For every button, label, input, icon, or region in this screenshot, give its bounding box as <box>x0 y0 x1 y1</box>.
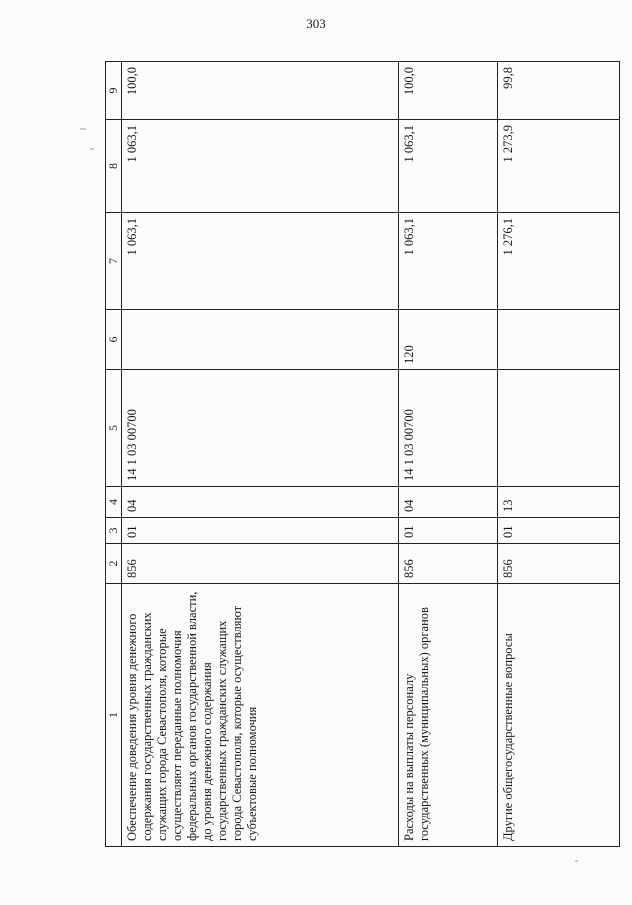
header-col-8: 8 <box>106 120 122 213</box>
cell-col-9: 99,8 <box>498 62 620 120</box>
scan-speck <box>575 860 578 862</box>
header-col-6: 6 <box>106 310 122 370</box>
cell-col-5 <box>498 370 620 487</box>
cell-col-2: 856 <box>122 544 399 584</box>
row-name: Другие общегосударственные вопросы <box>498 584 620 847</box>
header-col-1: 1 <box>106 584 122 847</box>
header-col-3: 3 <box>106 518 122 544</box>
cell-col-5: 14 1 03 00700 <box>399 370 498 487</box>
header-col-9: 9 <box>106 62 122 120</box>
cell-col-4: 04 <box>122 487 399 518</box>
cell-col-2: 856 <box>399 544 498 584</box>
header-col-7: 7 <box>106 213 122 310</box>
header-col-4: 4 <box>106 487 122 518</box>
table-row <box>399 62 498 847</box>
cell-col-3: 01 <box>399 518 498 544</box>
cell-col-6 <box>122 310 399 370</box>
cell-col-6 <box>498 310 620 370</box>
cell-col-8: 1 063,1 <box>399 120 498 213</box>
cell-col-7: 1 063,1 <box>122 213 399 310</box>
cell-col-4: 04 <box>399 487 498 518</box>
cell-col-5: 14 1 03 00700 <box>122 370 399 487</box>
cell-col-7: 1 063,1 <box>399 213 498 310</box>
table-row <box>498 62 620 847</box>
scan-speck <box>80 128 86 130</box>
cell-col-9: 100,0 <box>399 62 498 120</box>
scan-speck <box>90 148 94 150</box>
header-col-2: 2 <box>106 544 122 584</box>
cell-col-6: 120 <box>399 310 498 370</box>
cell-col-3: 01 <box>122 518 399 544</box>
cell-col-2: 856 <box>498 544 620 584</box>
header-row <box>106 62 122 847</box>
cell-col-8: 1 273,9 <box>498 120 620 213</box>
header-col-5: 5 <box>106 370 122 487</box>
row-name: Обеспечение доведения уровня денежного содержания государственных гражданских служащих города Севастополя, которые осуществляют переданные полномочия федеральных органов государственной власти, до уровня денежного содержания государственных гражданских служащих города Севастополя, которые осуществляют субъектовые полномочия <box>122 584 399 847</box>
row-name: Расходы на выплаты персоналу государственных (муниципальных) органов <box>399 584 498 847</box>
cell-col-8: 1 063,1 <box>122 120 399 213</box>
cell-col-9: 100,0 <box>122 62 399 120</box>
cell-col-4: 13 <box>498 487 620 518</box>
cell-col-3: 01 <box>498 518 620 544</box>
budget-table-container <box>105 62 620 847</box>
budget-table <box>105 61 620 847</box>
table-row <box>122 62 399 847</box>
page-number: 303 <box>306 16 326 31</box>
cell-col-7: 1 276,1 <box>498 213 620 310</box>
